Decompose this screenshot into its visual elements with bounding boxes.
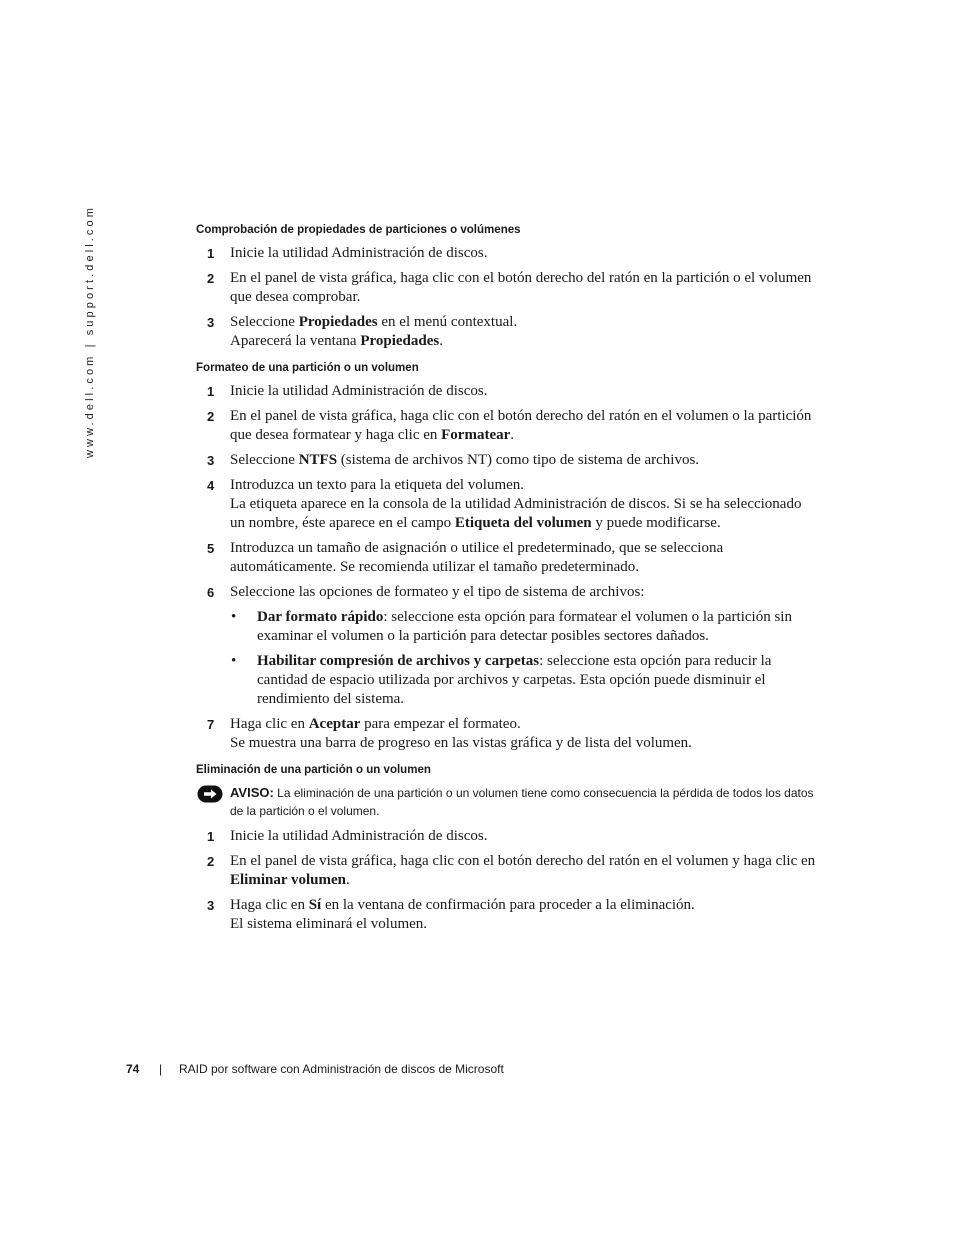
bullet-list (230, 608, 816, 709)
list-item (230, 652, 816, 709)
section (196, 761, 816, 934)
section-heading: Eliminación de una partición o un volumen (196, 762, 431, 776)
ui-term: Habilitar compresión de archivos y carpetas (257, 653, 540, 669)
step-item (196, 476, 816, 533)
text-run: Se muestra una barra de progreso en las vistas gráfica y de lista del volumen. (230, 735, 692, 751)
step-number: 2 (207, 854, 215, 869)
step-item (196, 269, 816, 307)
step-item (196, 244, 816, 263)
step-text (230, 896, 816, 915)
step-item (196, 852, 816, 890)
ui-term: Propiedades (360, 333, 440, 349)
text-run: para empezar el formateo. (360, 716, 521, 732)
text-run: El sistema eliminará el volumen. (230, 916, 428, 932)
step-text (230, 734, 816, 753)
page-content (196, 221, 816, 942)
notice-label: AVISO: (230, 785, 274, 800)
step-number: 2 (207, 409, 215, 424)
side-url: www.dell.com | support.dell.com (84, 204, 96, 458)
section (196, 221, 816, 351)
step-item (196, 896, 816, 934)
step-item (196, 539, 816, 577)
text-run: . (346, 872, 350, 888)
step-item (196, 382, 816, 401)
text-run: en el menú contextual. (377, 314, 518, 330)
section-heading: Comprobación de propiedades de particiones o volúmenes (196, 222, 521, 236)
step-text (230, 915, 816, 934)
step-text (230, 332, 816, 351)
text-run: : seleccione esta opción para formatear el volumen o la partición sin examinar el volumen o la partición para detectar posibles sectores dañados. (257, 609, 792, 644)
text-run: Aparecerá la ventana (230, 333, 361, 349)
step-number: 7 (207, 717, 215, 732)
text-run: En el panel de vista gráfica, haga clic con el botón derecho del ratón en el volumen y haga clic en (230, 853, 816, 869)
ui-term: Formatear (441, 427, 511, 443)
step-text (230, 244, 816, 263)
step-number: 1 (207, 829, 215, 844)
step-text (230, 451, 816, 470)
section-heading: Formateo de una partición o un volumen (196, 360, 419, 374)
step-number: 4 (207, 478, 215, 493)
step-number: 1 (207, 384, 215, 399)
bullet-icon: • (231, 653, 237, 669)
step-text (230, 715, 816, 734)
step-number: 3 (207, 315, 215, 330)
step-text (230, 382, 816, 401)
text-run: Seleccione (230, 452, 299, 468)
step-text (230, 852, 816, 890)
ui-term: NTFS (298, 452, 338, 468)
page-footer (126, 1062, 504, 1076)
step-number: 1 (207, 246, 215, 261)
step-text (230, 269, 816, 307)
step-item (196, 451, 816, 470)
notice-text: La eliminación de una partición o un volumen tiene como consecuencia la pérdida de todos los datos de la partición o el volumen. (230, 786, 814, 818)
step-item (196, 827, 816, 846)
step-text (230, 827, 816, 846)
step-item (196, 407, 816, 445)
text-run: La etiqueta aparece en la consola de la utilidad Administración de discos. Si se ha seleccionado un nombre, éste aparece en el campo (230, 496, 802, 531)
step-number: 3 (207, 898, 215, 913)
section (196, 359, 816, 753)
text-run: Seleccione (230, 314, 299, 330)
text-run: Seleccione las opciones de formateo y el tipo de sistema de archivos: (230, 584, 645, 600)
step-text (230, 313, 816, 332)
text-run: y puede modificarse. (591, 515, 721, 531)
text-run: Inicie la utilidad Administración de discos. (230, 383, 488, 399)
step-item (196, 715, 816, 753)
text-run: . (510, 427, 515, 443)
step-item (196, 313, 816, 351)
text-run: Haga clic en (230, 716, 309, 732)
ui-term: Sí (308, 897, 322, 913)
text-run: Inicie la utilidad Administración de discos. (230, 245, 488, 261)
step-text (230, 583, 816, 602)
text-run: en la ventana de confirmación para proceder a la eliminación. (321, 897, 695, 913)
step-item (196, 583, 816, 709)
text-run: Inicie la utilidad Administración de discos. (230, 828, 488, 844)
footer-separator: | (159, 1062, 163, 1076)
step-text (230, 476, 816, 495)
text-run: En el panel de vista gráfica, haga clic con el botón derecho del ratón en el volumen o la partición que desea formatear y haga clic en (230, 408, 812, 443)
text-run: Introduzca un texto para la etiqueta del volumen. (230, 477, 525, 493)
text-run: Introduzca un tamaño de asignación o utilice el predeterminado, que se selecciona automáticamente. Se recomienda utilizar el tamaño predeterminado. (230, 540, 724, 575)
text-run: En el panel de vista gráfica, haga clic con el botón derecho del ratón en la partición o el volumen que desea comprobar. (230, 270, 812, 305)
step-text (230, 495, 816, 533)
notice-callout (196, 784, 816, 820)
step-number: 6 (207, 585, 215, 600)
ui-term: Propiedades (298, 314, 378, 330)
text-run: : seleccione esta opción para reducir la cantidad de espacio utilizada por archivos y carpetas. Esta opción puede disminuir el rendimiento del sistema. (257, 653, 772, 707)
list-item (230, 608, 816, 646)
step-text (230, 539, 816, 577)
ui-term: Eliminar volumen (230, 872, 346, 888)
text-run: . (439, 333, 443, 349)
page-number: 74 (126, 1062, 140, 1076)
footer-title: RAID por software con Administración de discos de Microsoft (179, 1062, 504, 1076)
notice-arrow-icon (197, 785, 223, 803)
ui-term: Aceptar (308, 716, 361, 732)
ui-term: Etiqueta del volumen (454, 515, 592, 531)
step-text (230, 407, 816, 445)
bullet-icon: • (231, 609, 237, 625)
step-number: 2 (207, 271, 215, 286)
ui-term: Dar formato rápido (257, 609, 384, 625)
text-run: (sistema de archivos NT) como tipo de sistema de archivos. (337, 452, 700, 468)
step-number: 5 (207, 541, 215, 556)
text-run: Haga clic en (230, 897, 309, 913)
step-number: 3 (207, 453, 215, 468)
